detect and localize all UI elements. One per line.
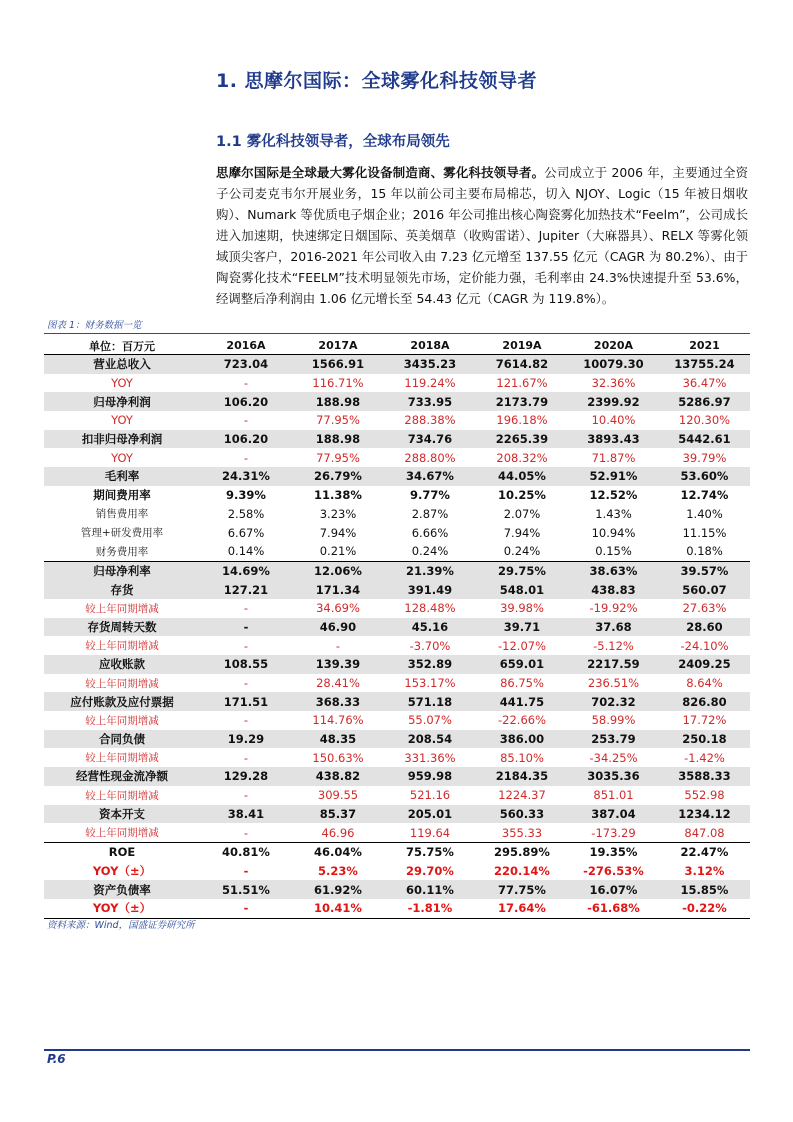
table-cell: 3.12%: [684, 863, 725, 878]
table-cell: 220.14%: [494, 863, 550, 878]
table-cell: 438.82: [292, 767, 384, 786]
row-label: 存货周转天数: [44, 618, 200, 637]
table-cell: 2399.92: [568, 392, 659, 411]
table-cell: 106.20: [200, 392, 292, 411]
table-cell: -: [243, 750, 249, 765]
table-cell: -0.22%: [659, 899, 750, 918]
table-cell: 139.39: [292, 655, 384, 674]
row-label: 较上年同期增减: [85, 602, 159, 615]
table-cell: 659.01: [476, 655, 568, 674]
row-label: 应付账款及应付票据: [44, 692, 200, 711]
table-row: [44, 767, 750, 786]
table-cell: 1234.12: [659, 805, 750, 824]
table-row: [44, 599, 750, 618]
table-cell: 34.67%: [384, 467, 476, 486]
row-label: 较上年同期增减: [85, 789, 159, 802]
table-cell: 116.71%: [312, 376, 364, 391]
table-row: [44, 636, 750, 655]
table-cell: 552.98: [684, 788, 725, 803]
table-cell: -: [243, 713, 249, 728]
table-cell: 851.01: [593, 788, 634, 803]
table-cell: 39.98%: [500, 601, 544, 616]
table-cell: -: [243, 413, 249, 428]
table-cell: 11.15%: [682, 525, 727, 540]
table-cell: -19.92%: [589, 601, 638, 616]
table-cell: 77.95%: [316, 450, 360, 465]
table-cell: 39.57%: [659, 561, 750, 580]
table-cell: 3893.43: [568, 430, 659, 449]
table-cell: 702.32: [568, 692, 659, 711]
table-cell: 28.60: [659, 618, 750, 637]
table-cell: 734.76: [384, 430, 476, 449]
table-cell: 15.85%: [659, 880, 750, 899]
table-cell: 331.36%: [404, 750, 456, 765]
table-cell: 9.77%: [410, 488, 450, 503]
table-cell: 171.51: [200, 692, 292, 711]
paragraph-lead: 思摩尔国际是全球最大雾化设备制造商、雾化科技领导者。: [216, 165, 545, 180]
table-cell: 52.91%: [568, 467, 659, 486]
table-cell: 171.34: [292, 580, 384, 599]
table-cell: 0.21%: [319, 544, 357, 559]
row-label: YOY: [111, 376, 133, 391]
table-cell: 38.63%: [568, 561, 659, 580]
table-cell: 34.69%: [316, 601, 360, 616]
table-row: [44, 842, 750, 861]
table-cell: 236.51%: [587, 676, 640, 691]
table-cell: 39.79%: [682, 450, 727, 465]
table-cell: 51.51%: [200, 880, 292, 899]
table-cell: 352.89: [384, 655, 476, 674]
table-cell: 5286.97: [659, 392, 750, 411]
table-cell: 1566.91: [292, 355, 384, 374]
table-cell: -: [200, 618, 292, 637]
table-cell: 7.94%: [503, 525, 541, 540]
table-row: [44, 561, 750, 580]
row-label: 归母净利润: [44, 392, 200, 411]
table-cell: 309.55: [317, 788, 359, 803]
table-cell: -173.29: [591, 825, 636, 840]
header-cell: 2017A: [292, 337, 384, 355]
figure-title: 图表 1：财务数据一览: [47, 320, 142, 331]
table-row: [44, 542, 750, 561]
table-cell: 12.06%: [292, 561, 384, 580]
table-cell: 55.07%: [408, 713, 452, 728]
table-row: [44, 467, 750, 486]
table-cell: 60.11%: [384, 880, 476, 899]
row-label: 财务费用率: [95, 545, 149, 558]
row-label: 资本开支: [44, 805, 200, 824]
source-note: 资料来源：Wind，国盛证券研究所: [47, 920, 195, 931]
table-cell: 2184.35: [476, 767, 568, 786]
table-row: [44, 823, 750, 842]
table-cell: -: [243, 638, 249, 653]
row-label: 经营性现金流净额: [44, 767, 200, 786]
row-label: 销售费用率: [95, 508, 149, 521]
table-cell: 10.25%: [498, 488, 546, 503]
row-label: YOY（±）: [92, 863, 152, 878]
table-cell: -1.81%: [384, 899, 476, 918]
table-cell: 560.07: [659, 580, 750, 599]
header-cell: 单位：百万元: [44, 337, 200, 355]
table-cell: 24.31%: [200, 467, 292, 486]
table-cell: -: [243, 601, 249, 616]
table-cell: 75.75%: [384, 842, 476, 861]
header-cell: 2018A: [384, 337, 476, 355]
page-number: P.6: [47, 1052, 66, 1066]
table-row: [44, 692, 750, 711]
table-header-row: [44, 337, 750, 355]
table-cell: 108.55: [200, 655, 292, 674]
row-label: YOY: [111, 450, 133, 465]
table-cell: 847.08: [684, 825, 725, 840]
table-cell: -3.70%: [409, 638, 451, 653]
table-cell: 77.75%: [476, 880, 568, 899]
table-cell: 205.01: [384, 805, 476, 824]
table-cell: 548.01: [476, 580, 568, 599]
table-cell: -276.53%: [583, 863, 644, 878]
row-label: ROE: [44, 842, 200, 861]
table-cell: 26.79%: [292, 467, 384, 486]
table-cell: -: [243, 450, 249, 465]
table-cell: 120.30%: [678, 413, 731, 428]
table-cell: 12.52%: [589, 488, 638, 503]
table-row: [44, 748, 750, 767]
table-cell: 2265.39: [476, 430, 568, 449]
table-row: [44, 411, 750, 430]
row-label: 归母净利率: [44, 561, 200, 580]
table-cell: -22.66%: [498, 713, 546, 728]
table-cell: 1.43%: [595, 506, 632, 521]
table-cell: -5.12%: [593, 638, 634, 653]
table-cell: 2217.59: [568, 655, 659, 674]
table-cell: 5.23%: [318, 863, 358, 878]
table-cell: 2409.25: [659, 655, 750, 674]
table-cell: 188.98: [292, 430, 384, 449]
table-cell: 119.64: [409, 825, 451, 840]
table-cell: 368.33: [292, 692, 384, 711]
table-row: [44, 580, 750, 599]
table-cell: 0.15%: [595, 544, 632, 559]
table-cell: 127.21: [200, 580, 292, 599]
table-cell: 58.99%: [591, 713, 636, 728]
table-cell: 438.83: [568, 580, 659, 599]
table-row: [44, 655, 750, 674]
table-cell: 77.95%: [316, 413, 360, 428]
row-label: YOY: [111, 413, 133, 428]
table-cell: 22.47%: [659, 842, 750, 861]
table-cell: 3435.23: [384, 355, 476, 374]
table-cell: 119.24%: [404, 376, 456, 391]
table-cell: 86.75%: [500, 676, 544, 691]
table-cell: 2.87%: [411, 506, 449, 521]
table-row: [44, 448, 750, 467]
table-cell: 196.18%: [496, 413, 548, 428]
row-label: 较上年同期增减: [85, 640, 159, 653]
table-cell: 253.79: [568, 730, 659, 749]
table-row: [44, 899, 750, 918]
table-cell: -: [243, 676, 249, 691]
table-row: [44, 618, 750, 637]
table-cell: 0.24%: [411, 544, 449, 559]
table-cell: 7.94%: [319, 525, 357, 540]
footer-divider: [44, 1049, 750, 1051]
table-cell: -12.07%: [498, 638, 546, 653]
table-cell: 959.98: [384, 767, 476, 786]
table-row: [44, 355, 750, 374]
table-cell: 44.05%: [476, 467, 568, 486]
table-cell: 188.98: [292, 392, 384, 411]
table-cell: 114.76%: [312, 713, 364, 728]
table-cell: 2173.79: [476, 392, 568, 411]
table-cell: 386.00: [476, 730, 568, 749]
table-cell: 288.38%: [404, 413, 456, 428]
table-row: [44, 674, 750, 693]
table-cell: 45.16: [384, 618, 476, 637]
table-cell: -61.68%: [568, 899, 659, 918]
table-cell: 129.28: [200, 767, 292, 786]
table-cell: 121.67%: [496, 376, 548, 391]
row-label: 资产负债率: [44, 880, 200, 899]
table-cell: -: [243, 376, 249, 391]
table-row: [44, 523, 750, 542]
table-cell: 10.94%: [591, 525, 636, 540]
row-label: 营业总收入: [44, 355, 200, 374]
subsection-heading: 1.1 雾化科技领导者，全球布局领先: [216, 134, 450, 150]
table-cell: 295.89%: [476, 842, 568, 861]
table-cell: 3.23%: [319, 506, 357, 521]
table-cell: -: [200, 899, 292, 918]
table-row: [44, 862, 750, 881]
table-cell: -: [243, 825, 249, 840]
table-cell: 17.72%: [682, 713, 727, 728]
table-cell: 208.32%: [496, 450, 548, 465]
table-cell: 355.33: [501, 825, 543, 840]
table-cell: 571.18: [384, 692, 476, 711]
row-label: 较上年同期增减: [85, 714, 159, 727]
table-row: [44, 711, 750, 730]
table-cell: 40.81%: [200, 842, 292, 861]
table-cell: 2.07%: [503, 506, 541, 521]
table-cell: 29.70%: [406, 863, 454, 878]
row-label: 合同负债: [44, 730, 200, 749]
table-cell: 8.64%: [686, 676, 723, 691]
table-cell: 208.54: [384, 730, 476, 749]
table-cell: 37.68: [568, 618, 659, 637]
header-cell: 2019A: [476, 337, 568, 355]
table-cell: 9.39%: [226, 488, 266, 503]
table-cell: 0.14%: [227, 544, 265, 559]
table-cell: 521.16: [409, 788, 451, 803]
row-label: 较上年同期增减: [85, 677, 159, 690]
table-cell: 10.40%: [591, 413, 636, 428]
table-cell: 1224.37: [498, 788, 546, 803]
table-cell: 733.95: [384, 392, 476, 411]
table-cell: 39.71: [476, 618, 568, 637]
table-row: [44, 786, 750, 805]
table-cell: 3035.36: [568, 767, 659, 786]
table-cell: -34.25%: [589, 750, 638, 765]
header-cell: 2016A: [200, 337, 292, 355]
table-cell: 0.24%: [503, 544, 541, 559]
table-cell: 32.36%: [591, 376, 636, 391]
table-cell: 560.33: [476, 805, 568, 824]
table-cell: 723.04: [200, 355, 292, 374]
table-cell: 27.63%: [682, 601, 727, 616]
figure-divider: [44, 333, 750, 334]
table-cell: 153.17%: [404, 676, 456, 691]
table-cell: 38.41: [200, 805, 292, 824]
row-label: 较上年同期增减: [85, 827, 159, 840]
table-cell: 36.47%: [682, 376, 727, 391]
table-cell: 826.80: [659, 692, 750, 711]
table-cell: 19.35%: [568, 842, 659, 861]
section-heading: 1. 思摩尔国际：全球雾化科技领导者: [216, 70, 538, 92]
table-cell: 387.04: [568, 805, 659, 824]
table-cell: 5442.61: [659, 430, 750, 449]
table-cell: 46.96: [321, 825, 355, 840]
table-cell: 85.37: [292, 805, 384, 824]
table-cell: 28.41%: [316, 676, 360, 691]
table-cell: 11.38%: [314, 488, 362, 503]
table-cell: 106.20: [200, 430, 292, 449]
row-label: YOY（±）: [44, 899, 200, 918]
row-label: 应收账款: [44, 655, 200, 674]
table-cell: 21.39%: [384, 561, 476, 580]
row-label: 存货: [44, 580, 200, 599]
row-label: 扣非归母净利润: [44, 430, 200, 449]
table-cell: 17.64%: [476, 899, 568, 918]
table-cell: 391.49: [384, 580, 476, 599]
table-cell: -: [335, 638, 341, 653]
table-cell: 1.40%: [686, 506, 723, 521]
table-cell: 71.87%: [591, 450, 636, 465]
table-cell: 250.18: [659, 730, 750, 749]
table-cell: 288.80%: [404, 450, 456, 465]
intro-paragraph: [216, 162, 748, 309]
table-cell: -24.10%: [680, 638, 729, 653]
table-row: [44, 730, 750, 749]
table-cell: 6.67%: [227, 525, 265, 540]
table-row: [44, 430, 750, 449]
table-cell: 7614.82: [476, 355, 568, 374]
paragraph-body: 公司成立于 2006 年，主要通过全资子公司麦克韦尔开展业务，15 年以前公司主要布局棉芯，切入 NJOY、Logic（15 年被日烟收购）、Numark 等优质电子烟企业；2016 年公司推出核心陶瓷雾化加热技术“Feelm”，公司成长进入加速期，快速绑定日烟国际、英美烟草（收购雷诺）、Jupiter（大麻器具）、RELX 等雾化领域顶尖客户，2016-2021 年公司收入由 7.23 亿元增至 137.55 亿元（CAGR 为 80.2%）、由于陶瓷雾化技术“FEELM”技术明显领先市场，定价能力强，毛利率由 24.3%快速提升至 53.6%，经调整后净利润由 1.06 亿元增长至 54.43 亿元（CAGR 为 119.8%）。: [216, 165, 748, 306]
table-row: [44, 374, 750, 393]
table-cell: -1.42%: [684, 750, 725, 765]
table-row: [44, 880, 750, 899]
table-cell: 46.04%: [292, 842, 384, 861]
table-cell: -: [243, 788, 249, 803]
table-cell: 12.74%: [680, 488, 729, 503]
table-row: [44, 805, 750, 824]
row-label: 期间费用率: [93, 488, 151, 503]
table-cell: 16.07%: [568, 880, 659, 899]
table-row: [44, 392, 750, 411]
row-label: 毛利率: [44, 467, 200, 486]
table-cell: 29.75%: [476, 561, 568, 580]
table-cell: 19.29: [200, 730, 292, 749]
table-cell: 150.63%: [312, 750, 364, 765]
table-cell: 46.90: [292, 618, 384, 637]
table-cell: 2.58%: [227, 506, 265, 521]
row-label: 较上年同期增减: [85, 752, 159, 765]
table-cell: -: [243, 863, 249, 878]
table-cell: 85.10%: [500, 750, 544, 765]
header-cell: 2020A: [568, 337, 659, 355]
table-cell: 128.48%: [404, 601, 456, 616]
table-cell: 6.66%: [411, 525, 449, 540]
financial-table: [44, 337, 750, 919]
header-cell: 2021: [659, 337, 750, 355]
table-cell: 0.18%: [686, 544, 723, 559]
table-cell: 3588.33: [659, 767, 750, 786]
table-cell: 13755.24: [659, 355, 750, 374]
table-row: [44, 486, 750, 505]
table-cell: 14.69%: [200, 561, 292, 580]
table-cell: 10.41%: [292, 899, 384, 918]
row-label: 管理+研发费用率: [80, 527, 164, 540]
table-cell: 61.92%: [292, 880, 384, 899]
table-row: [44, 505, 750, 524]
table-cell: 53.60%: [659, 467, 750, 486]
table-cell: 441.75: [476, 692, 568, 711]
table-cell: 48.35: [292, 730, 384, 749]
table-cell: 10079.30: [568, 355, 659, 374]
